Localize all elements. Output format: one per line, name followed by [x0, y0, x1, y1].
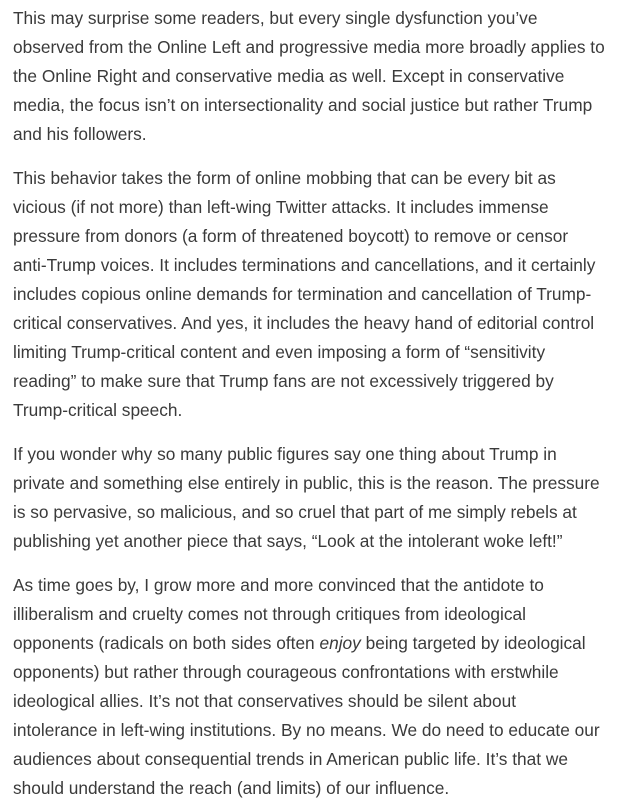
paragraph-4-emphasis: enjoy: [319, 633, 361, 653]
paragraph-2: This behavior takes the form of online mobbing that can be every bit as vicious (if not more) than left-wing Twitter attacks. It includes immense pressure from donors (a form of threatened boycott) to remove or censor anti-Trump voices. It includes terminations and cancellations, and it certainly includes copious online demands for termination and cancellation of Trump- critical conservatives. And yes, it includes the heavy hand of editorial control limiting Trump-critical content and even imposing a form of “sensitivity reading” to make sure that Trump fans are not excessively triggered by Trump-critical speech.: [13, 168, 596, 420]
paragraph-4: [13, 571, 631, 803]
paragraph-4-end: being targeted by ideological opponents) but rather through courageous confrontations with erstwhile ideological allies. It’s not that conservatives should be silent about intolerance in left-wing institutions. By no means. We do need to educate our audiences about consequential trends in American public life. It’s that we should understand the reach (and limits) of our influence.: [13, 633, 600, 798]
paragraph-3: If you wonder why so many public figures say one thing about Trump in private and something else entirely in public, this is the reason. The pressure is so pervasive, so malicious, and so cruel that part of me simply rebels at publishing yet another piece that says, “Look at the intolerant woke left!”: [13, 444, 600, 551]
paragraph-1: This may surprise some readers, but every single dysfunction you’ve observed from the Online Left and progressive media more broadly applies to the Online Right and conservative media as well. Except in conservative media, the focus isn’t on intersectionality and social justice but rather Trump and his followers.: [13, 8, 605, 144]
article-body: [13, 4, 631, 803]
paragraph-4-start: As time goes by, I grow more and more convinced that the antidote to illiberalism and cruelty comes not through critiques from ideological opponents (radicals on both sides often: [13, 575, 544, 653]
